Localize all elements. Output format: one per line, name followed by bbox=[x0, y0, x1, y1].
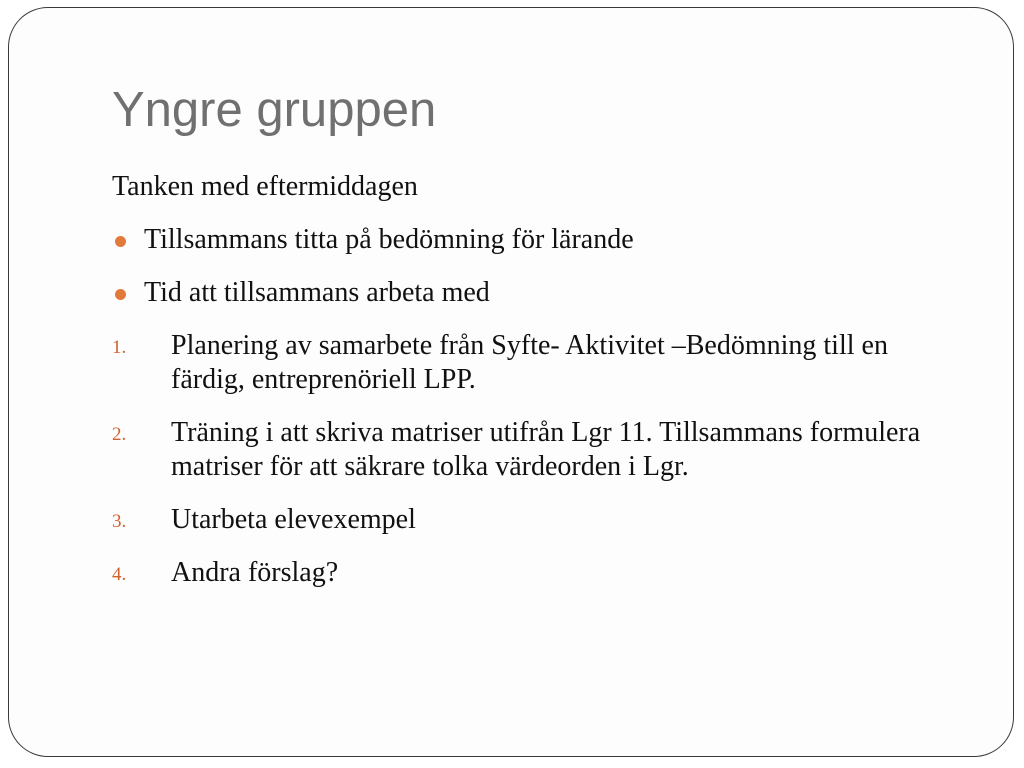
numbered-item bbox=[112, 556, 962, 590]
numbered-item bbox=[112, 416, 962, 484]
number-marker: 1. bbox=[112, 337, 127, 358]
numbered-item bbox=[112, 329, 962, 397]
bullet-text: Tillsammans titta på bedömning för lärande bbox=[144, 224, 634, 255]
bullet-list bbox=[112, 223, 962, 310]
slide-body bbox=[112, 170, 962, 609]
bullet-dot-icon bbox=[115, 289, 126, 300]
numbered-text: Träning i att skriva matriser utifrån Lgr 11. Tillsammans formulera matriser för att säkrare tolka värdeorden i Lgr. bbox=[171, 417, 921, 482]
bullet-text: Tid att tillsammans arbeta med bbox=[144, 277, 490, 308]
number-marker: 3. bbox=[112, 511, 127, 532]
numbered-text: Planering av samarbete från Syfte- Aktivitet –Bedömning till en färdig, entreprenöriell LPP. bbox=[171, 330, 888, 395]
numbered-text: Andra förslag? bbox=[171, 557, 339, 588]
numbered-text: Utarbeta elevexempel bbox=[171, 504, 416, 535]
bullet-item bbox=[112, 276, 962, 310]
bullet-item bbox=[112, 223, 962, 257]
number-marker: 2. bbox=[112, 424, 127, 445]
numbered-list bbox=[112, 329, 962, 590]
intro-text: Tanken med eftermiddagen bbox=[112, 171, 418, 202]
number-marker: 4. bbox=[112, 564, 127, 585]
slide-title: Yngre gruppen bbox=[112, 83, 437, 137]
numbered-item bbox=[112, 503, 962, 537]
bullet-dot-icon bbox=[115, 236, 126, 247]
